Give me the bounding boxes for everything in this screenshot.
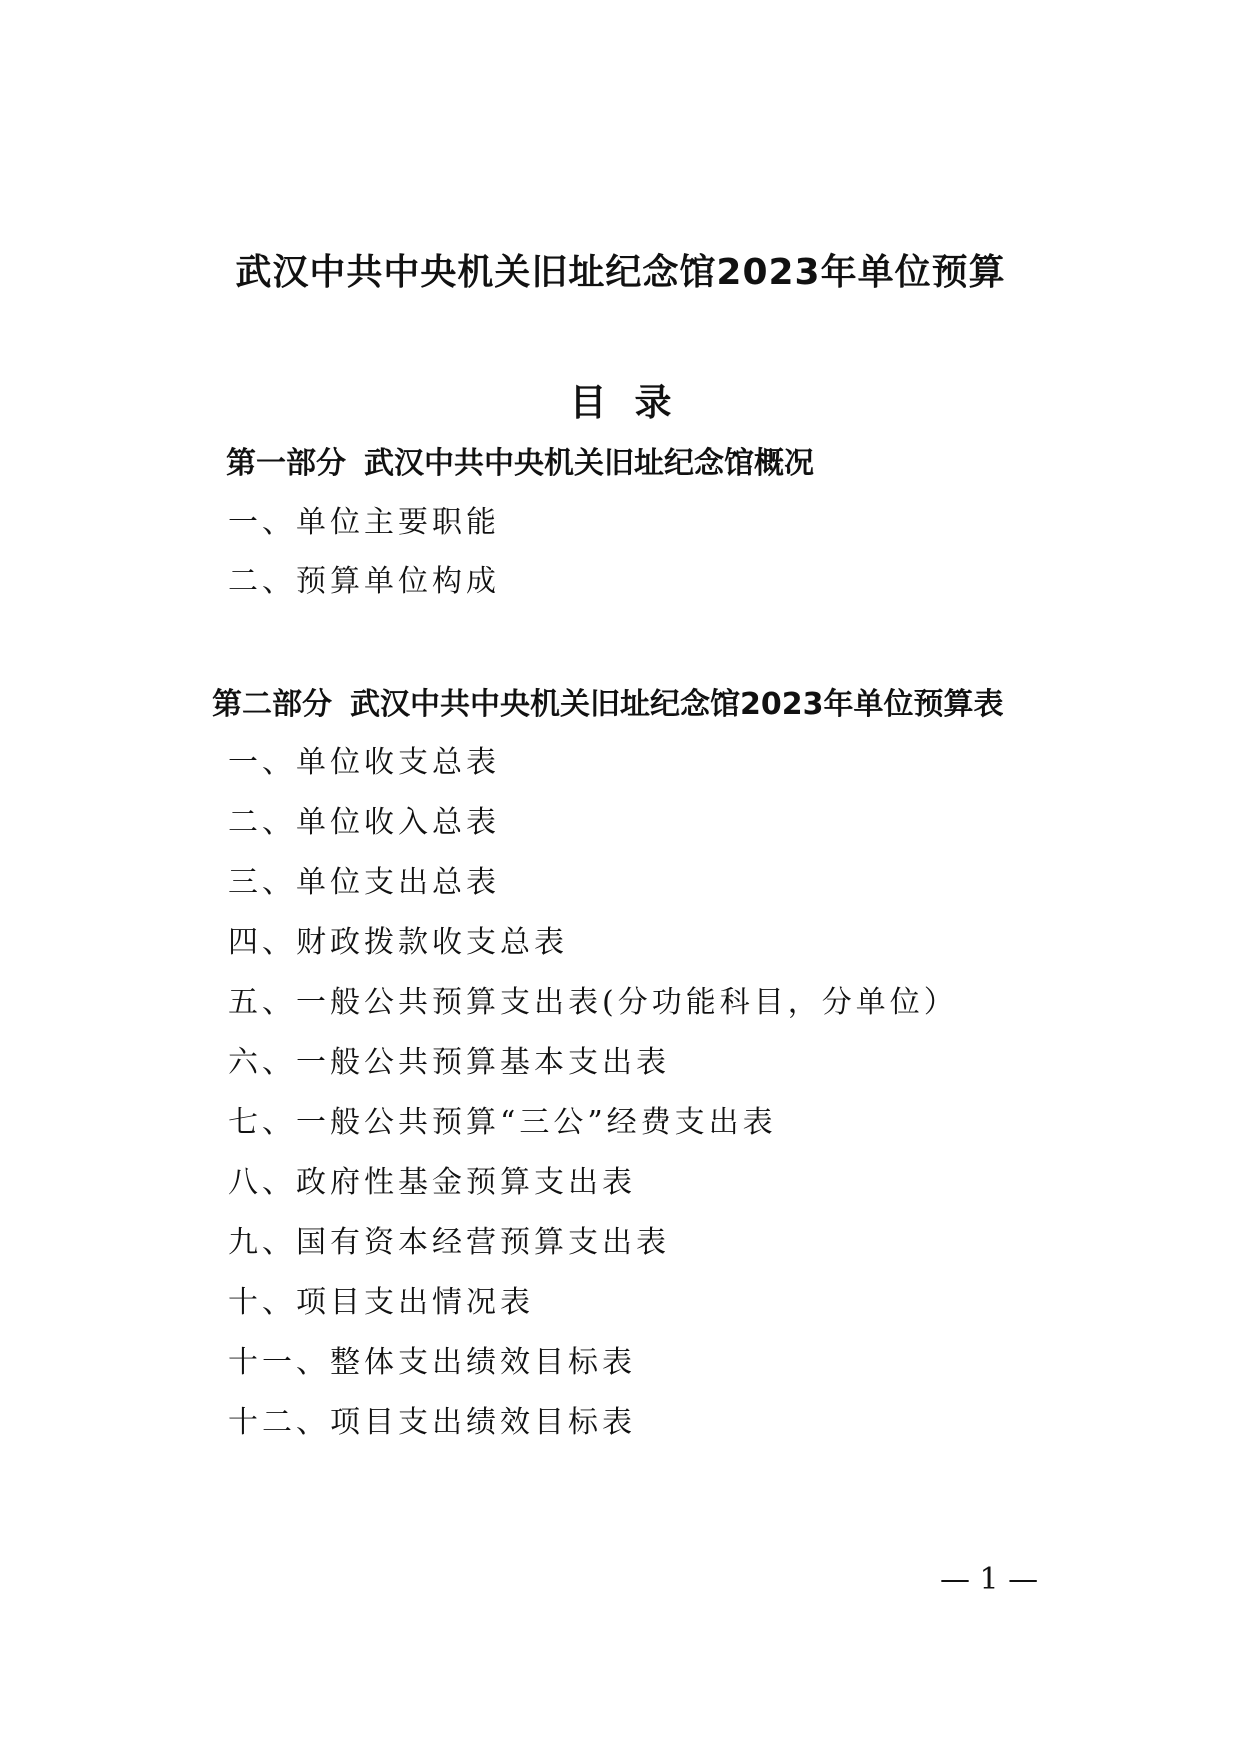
toc-heading: 目录 [569, 381, 700, 424]
part-one-name: 武汉中共中央机关旧址纪念馆概况 [364, 446, 814, 481]
toc-item: 十、项目支出情况表 [228, 1285, 534, 1320]
toc-item: 七、一般公共预算“三公”经费支出表 [228, 1105, 777, 1140]
part-two-name: 武汉中共中央机关旧址纪念馆2023年单位预算表 [350, 687, 1004, 722]
part-one-heading [226, 438, 814, 482]
document-title: 武汉中共中央机关旧址纪念馆2023年单位预算 [235, 252, 1006, 293]
toc-item: 四、财政拨款收支总表 [228, 925, 568, 960]
toc-item: 五、一般公共预算支出表(分功能科目，分单位） [228, 985, 958, 1020]
page-number: — 1 — [940, 1562, 1039, 1597]
toc-item: 一、单位主要职能 [228, 505, 500, 540]
toc-item: 三、单位支出总表 [228, 865, 500, 900]
toc-item: 六、一般公共预算基本支出表 [228, 1045, 670, 1080]
part-two-heading [212, 679, 1004, 723]
toc-item: 二、单位收入总表 [228, 805, 500, 840]
part-two-label: 第二部分 [212, 687, 332, 722]
toc-item: 八、政府性基金预算支出表 [228, 1165, 636, 1200]
part-one-label: 第一部分 [226, 446, 346, 481]
toc-item: 十二、项目支出绩效目标表 [228, 1405, 636, 1440]
toc-item: 十一、整体支出绩效目标表 [228, 1345, 636, 1380]
toc-item: 二、预算单位构成 [228, 564, 500, 599]
toc-item: 一、单位收支总表 [228, 745, 500, 780]
toc-item: 九、国有资本经营预算支出表 [228, 1225, 670, 1260]
